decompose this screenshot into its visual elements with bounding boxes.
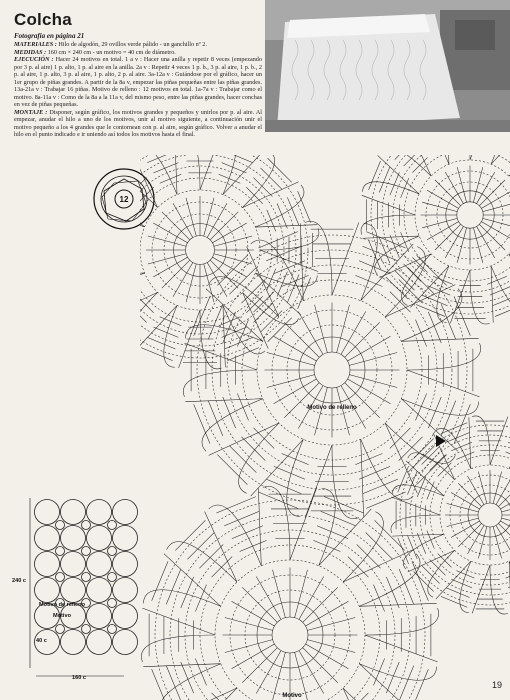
assembly-text: Disponer, según gráfico, los motivos grandes y pequeños y unirlos por p. al aire. Al empezar, anudar el hilo a uno de los motivos, unir al motivo siguiente, a continuación unir el motivo pequeño a los 4 grandes que le contornean con p. al aire, según gráfico. Volver a anudar el hilo en el punto indicado e ir uniendo así todos los motivos hasta el final. xyxy=(14,108,263,138)
measures-text: 160 cm × 240 cm - un motivo = 40 cm de diámetro. xyxy=(47,48,176,56)
layout-motif-circle xyxy=(61,500,86,525)
measures-paragraph xyxy=(14,49,262,57)
layout-motif-circle xyxy=(113,500,138,525)
execution-paragraph xyxy=(14,56,262,109)
page-number: 19 xyxy=(491,680,502,690)
chart-filler-label: Motivo de relleno xyxy=(307,405,357,411)
assembly-layout-diagram xyxy=(10,490,145,680)
layout-motif-circle xyxy=(113,578,138,603)
layout-filler-label: Motivo de relleno xyxy=(39,602,85,608)
layout-filler-circle xyxy=(82,573,91,582)
layout-filler-circle xyxy=(82,625,91,634)
instructions-block xyxy=(14,32,262,139)
materials-text: Hilo de algodón, 29 ovillos verde pálido - un ganchillo nº 2. xyxy=(58,41,207,48)
crochet-chart xyxy=(140,155,510,700)
layout-motif-circle xyxy=(113,604,138,629)
layout-motif-circle xyxy=(35,578,60,603)
swatch-number: 12 xyxy=(119,195,129,204)
layout-motif-circle xyxy=(61,578,86,603)
measures-label: MEDIDAS : xyxy=(14,48,47,56)
layout-motif-circle xyxy=(113,526,138,551)
photo-reference: Fotografía en página 21 xyxy=(14,32,85,40)
layout-filler-circle xyxy=(56,573,65,582)
layout-filler-circle xyxy=(108,521,117,530)
execution-text: Hacer 24 motivos en total. 1 a v : Hacer una anilla y repetir 8 veces (empezando por 3 p. al aire) 1 p. alto, 1 p. al aire en la anilla. 2a v : Repetir 4 veces 1 p. b., 3 p. al aire, 1 p. b., 2 p. al aire, 1 p. alto, 3 p. al aire, 1 p. alto, 2 p. al aire. 3a-12a v : Guiándose por el gráfico, hacer un 1er grupo de piñas grandes. A partir de la 8a v, empezar las piñas pequeñas entre las piñas grandes. 13a-21a v : Trabajar 16 piñas. Motivo de relleno : 12 motivos en total. 1a-7a v : Trabajar como el motivo. 8a-11a v : Como de la 8a a la 11a v, del mismo peso, entre las piñas grandes, hacer conchas en vez de piñas pequeñas. xyxy=(14,56,262,108)
layout-filler-circle xyxy=(56,547,65,556)
layout-motif-circle xyxy=(61,552,86,577)
join-marker-icon xyxy=(436,435,446,447)
execution-label: EJECUCIÓN : xyxy=(14,56,54,63)
layout-filler-circle xyxy=(56,625,65,634)
materials-paragraph xyxy=(14,41,262,49)
layout-unit-label: 40 c xyxy=(36,638,47,644)
layout-motif-circle xyxy=(87,578,112,603)
layout-motif-circle xyxy=(87,630,112,655)
assembly-label: MONTAJE : xyxy=(14,108,48,116)
bedspread-photo-drawing xyxy=(265,0,510,132)
chart-motif-top-left xyxy=(140,155,319,369)
layout-filler-circle xyxy=(108,573,117,582)
layout-filler-circle xyxy=(56,521,65,530)
layout-motif-circle xyxy=(87,552,112,577)
layout-filler-circle xyxy=(82,547,91,556)
layout-motif-circle xyxy=(113,552,138,577)
layout-width-label: 160 c xyxy=(72,675,86,680)
layout-motif-circle xyxy=(61,526,86,551)
layout-motif-circle xyxy=(35,526,60,551)
layout-motif-circle xyxy=(35,500,60,525)
layout-filler-circle xyxy=(108,625,117,634)
layout-filler-circle xyxy=(108,547,117,556)
chart-motif-label: Motivo xyxy=(282,693,302,699)
layout-motif-circle xyxy=(113,630,138,655)
layout-motif-circle xyxy=(35,552,60,577)
chart-motif-bottom xyxy=(141,486,438,700)
layout-motif-label: Motivo xyxy=(52,613,72,619)
layout-motif-circle xyxy=(87,500,112,525)
materials-label: MATERIALES : xyxy=(14,41,57,48)
layout-filler-circle xyxy=(82,521,91,530)
chart-motif-top-right xyxy=(361,155,510,324)
layout-motif-circle xyxy=(61,630,86,655)
layout-motif-circle xyxy=(87,526,112,551)
bedspread-photo xyxy=(265,0,510,132)
layout-height-label: 240 c xyxy=(12,578,26,584)
layout-motif-circle xyxy=(87,604,112,629)
chart-motif-right xyxy=(391,416,510,614)
assembly-paragraph xyxy=(14,109,262,139)
page-title: Colcha xyxy=(14,10,72,29)
layout-filler-circle xyxy=(108,599,117,608)
